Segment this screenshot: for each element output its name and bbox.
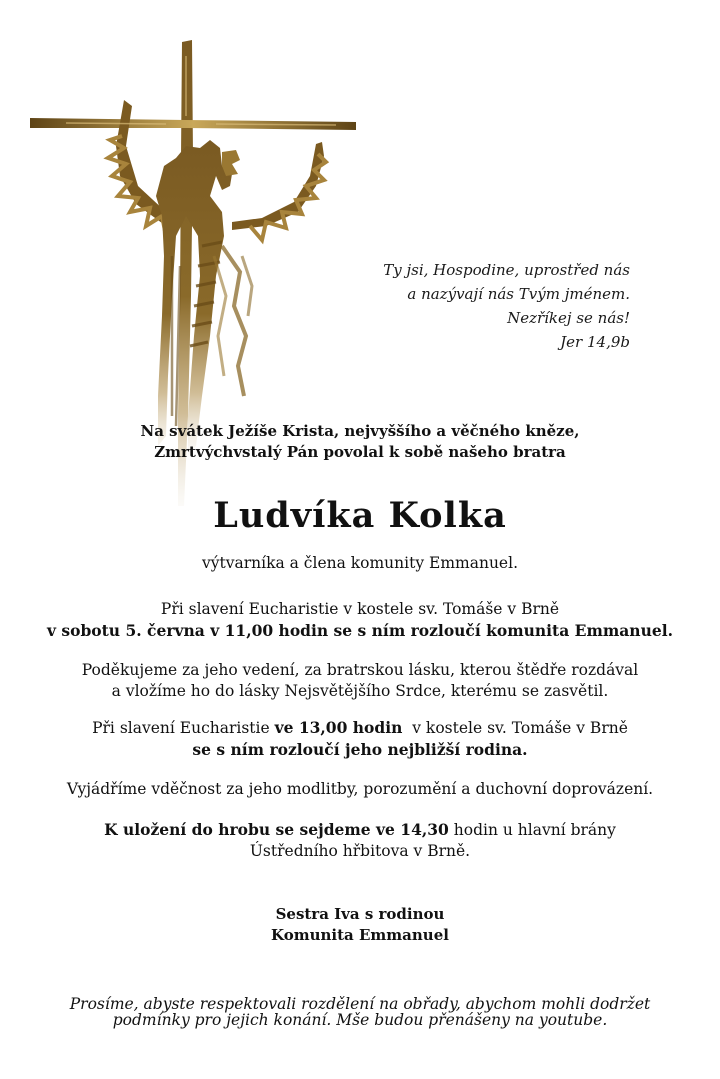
note-line-1: Prosíme, abyste respektovali rozdělení na obřady, abychom mohli dodržet [69, 995, 651, 1013]
ceremony-family [0, 717, 720, 761]
signature-line-2: Komunita Emmanuel [271, 926, 449, 944]
bible-quote [383, 258, 630, 354]
signature [0, 904, 720, 946]
note-line-2: podmínky pro jejich konání. Mše budou přenášeny na youtube. [112, 1011, 608, 1029]
quote-reference: Jer 14,9b [560, 333, 630, 351]
ceremony-community-line-1: Při slavení Eucharistie v kostele sv. Tomáše v Brně [160, 600, 560, 618]
ceremony-family-line-2: se s ním rozloučí jeho nejbližší rodina. [192, 740, 528, 759]
thanks-paragraph [0, 660, 720, 702]
signature-line-1: Sestra Iva s rodinou [275, 905, 445, 923]
burial-bold: K uložení do hrobu se sejdeme ve 14,30 [104, 820, 449, 839]
thanks-line-2: a vložíme ho do lásky Nejsvětějšího Srdce, kterému se zasvětil. [111, 682, 609, 700]
burial-line-2: Ústředního hřbitova v Brně. [249, 842, 471, 860]
ceremony-family-prefix: Při slavení Eucharistie [92, 719, 275, 737]
ceremony-family-time: ve 13,00 hodin [274, 718, 403, 737]
quote-line-2: a nazývají nás Tvým jménem. [407, 285, 630, 303]
ceremony-community-line-2: v sobotu 5. června v 11,00 hodin se s ním rozloučí komunita Emmanuel. [47, 621, 673, 640]
thanks-line-1: Poděkujeme za jeho vedení, za bratrskou lásku, kterou štědře rozdával [81, 661, 639, 679]
quote-line-1: Ty jsi, Hospodine, uprostřed nás [383, 261, 630, 279]
deceased-description: výtvarníka a člena komunity Emmanuel. [201, 554, 518, 572]
intro-line-1: Na svátek Ježíše Krista, nejvyššího a věčného kněze, [140, 422, 580, 440]
intro-line-2: Zmrtvýchvstalý Pán povolal k sobě našeho bratra [154, 443, 566, 461]
burial-info [0, 819, 720, 862]
announcement-intro [0, 421, 720, 463]
footer-note [0, 996, 720, 1028]
ceremony-family-suffix: v kostele sv. Tomáše v Brně [402, 719, 628, 737]
quote-line-3: Nezříkej se nás! [507, 309, 630, 327]
deceased-name: Ludvíka Kolka [213, 495, 507, 536]
burial-rest: hodin u hlavní brány [448, 821, 616, 839]
gratitude-line: Vyjádříme vděčnost za jeho modlitby, porozumění a duchovní doprovázení. [66, 780, 654, 798]
ceremony-community [0, 599, 720, 642]
